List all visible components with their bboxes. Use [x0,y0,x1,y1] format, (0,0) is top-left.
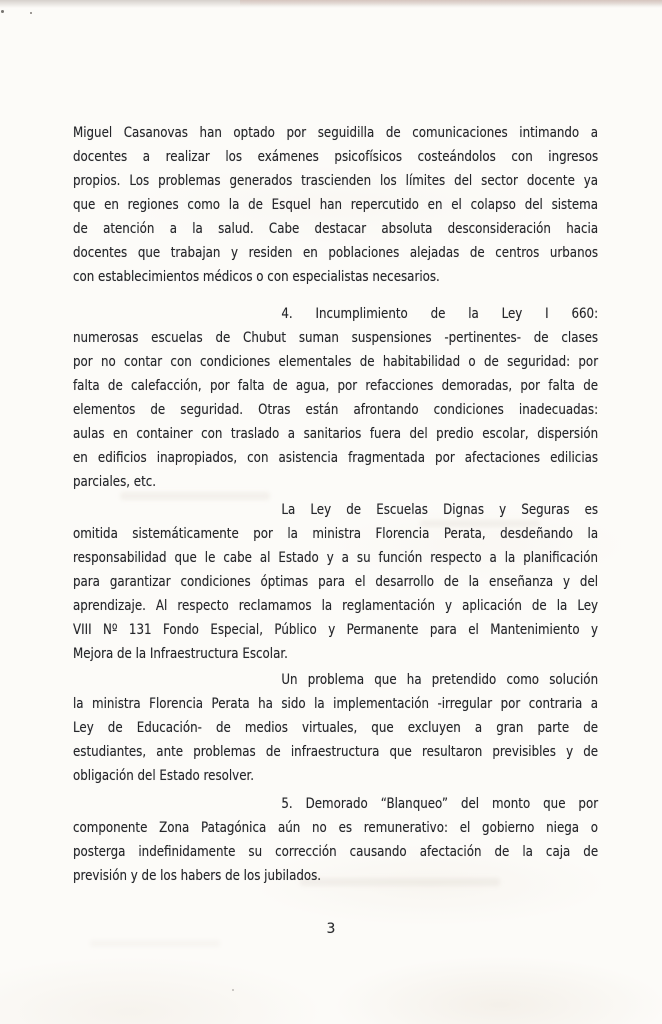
text-line: en edificios inapropiados, con asistencia fragmentada por afectaciones edilicias [73,450,599,466]
text-line: por no contar con condiciones elementales de habitabilidad o de seguridad: por [73,354,599,370]
paragraph [73,792,598,888]
text-line: omitida sistemáticamente por la ministra Florencia Perata, desdeñando la [73,526,599,542]
text-line: 5. Demorado “Blanqueo” del monto que por [281,796,599,812]
text-line: de atención a la salud. Cabe destacar absoluta desconsideración hacia [73,221,599,237]
text-line: aulas en container con traslado a sanitarios fuera del predio escolar, dispersión [73,426,599,442]
text-line: previsión y de los habers de los jubilados. [73,868,322,884]
paragraph [73,302,598,494]
text-line: obligación del Estado resolver. [73,768,255,784]
page-number: 3 [326,921,336,937]
text-line: propios. Los problemas generados trascienden los límites del sector docente ya [73,173,599,189]
paragraph [73,668,598,788]
text-line: docentes que trabajan y residen en poblaciones alejadas de centros urbanos [73,245,599,261]
paragraph [73,498,598,666]
scan-edge-tint [240,0,662,6]
text-line: posterga indefinidamente su corrección causando afectación de la caja de [73,844,599,860]
text-line: parciales, etc. [73,474,157,490]
text-line: VIII Nº 131 Fondo Especial, Público y Permanente para el Mantenimiento y [73,622,599,638]
text-line: Mejora de la Infraestructura Escolar. [73,646,288,662]
text-line: falta de calefacción, por falta de agua, por refacciones demoradas, por falta de [73,378,599,394]
paragraph [73,121,598,289]
text-line: aprendizaje. Al respecto reclamamos la reglamentación y aplicación de la Ley [73,598,599,614]
text-line: docentes a realizar los exámenes psicofísicos costeándolos con ingresos [73,149,599,165]
bleed-through-mark [90,940,220,947]
text-line: 4. Incumplimiento de la Ley I 660: [281,306,599,322]
scan-speck [30,12,32,14]
scan-speck [1,10,4,13]
text-line: responsabilidad que le cabe al Estado y a su función respecto a la planificación [73,550,599,566]
text-line: componente Zona Patagónica aún no es remunerativo: el gobierno niega o [73,820,599,836]
text-line: Ley de Educación- de medios virtuales, que excluyen a gran parte de [73,720,599,736]
text-line: con establecimientos médicos o con especialistas necesarios. [73,269,440,285]
text-line: La Ley de Escuelas Dignas y Seguras es [281,502,599,518]
scan-speck [232,989,234,991]
text-line: numerosas escuelas de Chubut suman suspensiones -pertinentes- de clases [73,330,599,346]
scan-edge-artifact [0,0,662,8]
text-line: que en regiones como la de Esquel han repercutido en el colapso del sistema [73,197,598,213]
text-line: para garantizar condiciones óptimas para el desarrollo de la enseñanza y del [73,574,599,590]
text-block [73,121,598,888]
text-line: Miguel Casanovas han optado por seguidilla de comunicaciones intimando a [73,125,599,141]
text-line: elementos de seguridad. Otras están afrontando condiciones inadecuadas: [73,402,599,418]
text-line: la ministra Florencia Perata ha sido la implementación -irregular por contraria a [73,696,599,712]
text-line: Un problema que ha pretendido como solución [281,672,599,688]
text-line: estudiantes, ante problemas de infraestructura que resultaron previsibles y de [73,744,599,760]
